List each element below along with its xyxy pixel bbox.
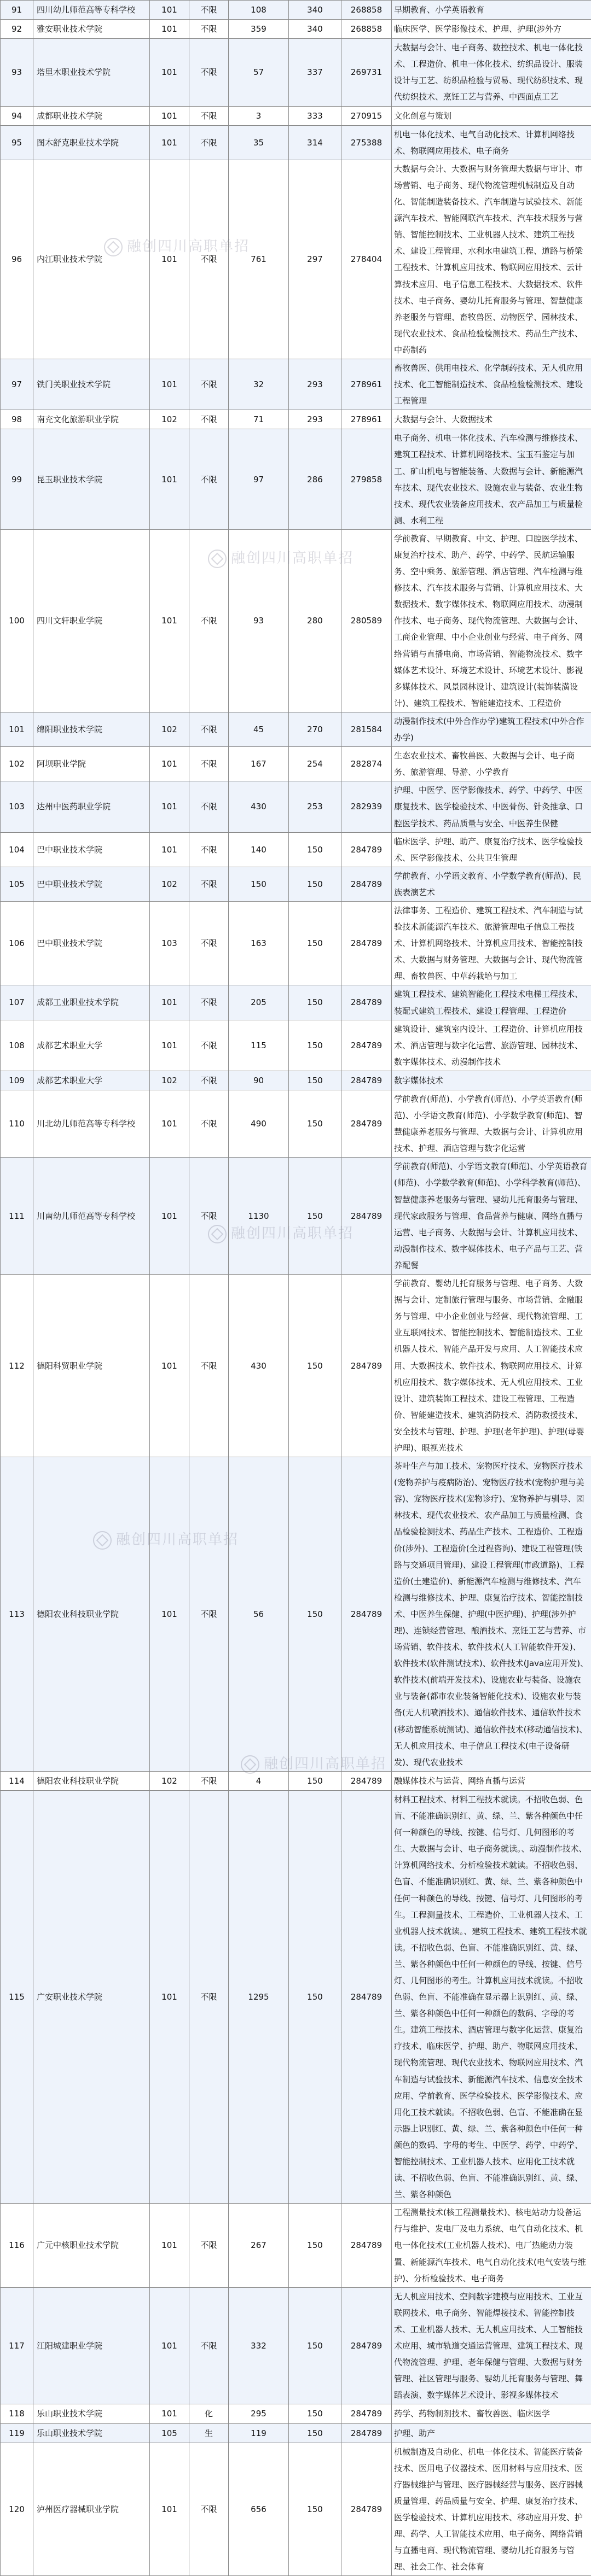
major-list: 畜牧兽医、供用电技术、化学制药技术、无人机应用技术、化工智能制造技术、食品检验检测技术、建设工程管理 — [392, 359, 591, 410]
major-group-code: 101 — [150, 160, 189, 359]
min-rank: 268858 — [341, 1, 392, 20]
plan-count: 295 — [229, 2404, 289, 2423]
plan-count: 71 — [229, 410, 289, 429]
table-row — [1, 2204, 591, 2287]
major-list: 大数据与会计、大数据与财务管理大数据与审计、市场营销、电子商务、现代物流管理机械制造及自动化、智能制造装备技术、汽车制造与试验技术、新能源汽车技术、智能网联汽车技术、汽车技术服务与营销、智能控制技术、工业机器人技术、建筑工程技术、建设工程管理、水利水电建筑工程、道路与桥梁工程技术、计算机应用技术、物联网应用技术、云计算技术应用、电子信息工程技术、大数据技术、软件技术、电子商务、婴幼儿托育服务与管理、智慧健康养老服务与管理、畜牧兽医、动物医学、园林技术、现代农业技术、食品检验检测技术、药品生产技术、中药制药 — [392, 160, 591, 359]
watermark: 融创四川高职单招 — [208, 1222, 354, 1243]
min-rank: 275388 — [341, 125, 392, 160]
min-rank: 284789 — [341, 2404, 392, 2423]
plan-count: 359 — [229, 20, 289, 39]
row-number: 105 — [1, 867, 33, 901]
major-list: 数字媒体技术 — [392, 1071, 591, 1090]
table-row — [1, 160, 591, 359]
school-name: 铁门关职业技术学院 — [33, 359, 150, 410]
school-name: 川南幼儿师范高等专科学校 — [33, 1158, 150, 1275]
row-number: 109 — [1, 1071, 33, 1090]
school-name: 塔里木职业技术学院 — [33, 39, 150, 106]
min-rank: 284789 — [341, 1457, 392, 1772]
table-row — [1, 1158, 591, 1275]
subject-requirement: 不限 — [189, 832, 229, 867]
major-group-code: 101 — [150, 747, 189, 781]
major-group-code: 101 — [150, 1090, 189, 1158]
min-score: 280 — [289, 529, 341, 712]
min-score: 150 — [289, 832, 341, 867]
major-group-code: 101 — [150, 106, 189, 125]
major-list: 融媒体技术与运营、网络直播与运营 — [392, 1771, 591, 1790]
watermark: 融创四川高职单招 — [241, 1753, 386, 1774]
min-score: 314 — [289, 125, 341, 160]
school-name: 成都职业技术学院 — [33, 106, 150, 125]
plan-count: 430 — [229, 781, 289, 832]
min-rank: 279858 — [341, 429, 392, 530]
school-name: 乐山职业技术学院 — [33, 2423, 150, 2443]
plan-count: 45 — [229, 712, 289, 746]
row-number: 94 — [1, 106, 33, 125]
school-name: 广安职业技术学院 — [33, 1790, 150, 2203]
min-score: 333 — [289, 106, 341, 125]
row-number: 106 — [1, 901, 33, 985]
table-row — [1, 125, 591, 160]
min-score: 150 — [289, 2443, 341, 2576]
min-rank: 284789 — [341, 2443, 392, 2576]
plan-count: 108 — [229, 1, 289, 20]
plan-count: 1130 — [229, 1158, 289, 1275]
plan-count: 3 — [229, 106, 289, 125]
subject-requirement: 生 — [189, 2423, 229, 2443]
school-name: 四川文轩职业学院 — [33, 529, 150, 712]
plan-count: 57 — [229, 39, 289, 106]
plan-count: 35 — [229, 125, 289, 160]
min-score: 254 — [289, 747, 341, 781]
min-rank: 284789 — [341, 2423, 392, 2443]
major-list: 材料工程技术、材料工程技术就读。不招收色弱、色盲、不能准确识别红、黄、绿、兰、紫各种颜色中任何一种颜色的导线、按键、信号灯、几何图形的考生、大数据与会计、电子商务就读。、动漫制作技术、计算机网络技术、分析检验技术就读。不招收色弱、色盲、不能准确识别红、黄、绿、兰、紫各种颜色中任何一种颜色的导线、按键、信号灯、几何图形的考生。工程测量技术、工程造价、工业机器人技术、工业机器人技术就读。、建筑工程技术、建筑工程技术就读。不招收色弱、色盲、不能准确识别红、黄、绿、兰、紫各种颜色中任何一种颜色的导线、按键、信号灯、几何图形的考生。计算机应用技术就读。不招收色弱、色盲、不能准确在显示器上识别红、黄、绿、兰、紫各种颜色中任何一种颜色的数码、字母的考生。建筑工程技术、酒店管理与数字化运营、康复治疗技术、临床医学、护理、助产、物联网应用技术、现代物流管理、现代农业技术、物联网应用技术、汽车制造与试验技术、新能源汽车技术、信息安全技术应用、学前教育、医学检验技术、医学影像技术、应用化工技术就读。不招收色弱、色盲、不能准确在显示器上识别红、黄、绿、兰、紫各种颜色中任何一种颜色的数码、字母的考生、中医学、药学、中药学、智能控制技术、工业机器人技术、应用化工技术就读、不招收色弱、色盲、不能准确识别红、黄、绿、兰、紫各种颜色 — [392, 1790, 591, 2203]
major-list: 护理、助产 — [392, 2423, 591, 2443]
school-name: 巴中职业技术学院 — [33, 867, 150, 901]
plan-count: 119 — [229, 2423, 289, 2443]
plan-count: 163 — [229, 901, 289, 985]
subject-requirement: 化 — [189, 2404, 229, 2423]
plan-count: 490 — [229, 1090, 289, 1158]
major-group-code: 101 — [150, 2287, 189, 2404]
major-group-code: 102 — [150, 410, 189, 429]
major-list: 早期教育、小学英语教育 — [392, 1, 591, 20]
row-number: 111 — [1, 1158, 33, 1275]
row-number: 93 — [1, 39, 33, 106]
table-row — [1, 1, 591, 20]
table-row — [1, 359, 591, 410]
major-list: 学前教育、小学语文教育、小学数学教育(师范)、民族表演艺术 — [392, 867, 591, 901]
table-row — [1, 712, 591, 746]
school-name: 乐山职业技术学院 — [33, 2404, 150, 2423]
plan-count: 332 — [229, 2287, 289, 2404]
school-name: 达州中医药职业学院 — [33, 781, 150, 832]
major-group-code: 105 — [150, 2423, 189, 2443]
subject-requirement: 不限 — [189, 1020, 229, 1071]
subject-requirement: 不限 — [189, 781, 229, 832]
row-number: 120 — [1, 2443, 33, 2576]
watermark: 融创四川高职单招 — [208, 547, 354, 568]
plan-count: 761 — [229, 160, 289, 359]
major-group-code: 101 — [150, 2204, 189, 2287]
table-row — [1, 1020, 591, 1071]
plan-count: 205 — [229, 985, 289, 1020]
plan-count: 56 — [229, 1457, 289, 1772]
min-score: 150 — [289, 2287, 341, 2404]
row-number: 99 — [1, 429, 33, 530]
major-group-code: 102 — [150, 1771, 189, 1790]
subject-requirement: 不限 — [189, 1275, 229, 1457]
school-name: 成都艺术职业大学 — [33, 1020, 150, 1071]
table-row — [1, 2287, 591, 2404]
min-rank: 282939 — [341, 781, 392, 832]
school-name: 德阳农业科技职业学院 — [33, 1457, 150, 1772]
plan-count: 140 — [229, 832, 289, 867]
subject-requirement: 不限 — [189, 2204, 229, 2287]
min-rank: 284789 — [341, 1275, 392, 1457]
table-row — [1, 1090, 591, 1158]
subject-requirement: 不限 — [189, 529, 229, 712]
min-rank: 284789 — [341, 832, 392, 867]
subject-requirement: 不限 — [189, 1771, 229, 1790]
row-number: 103 — [1, 781, 33, 832]
major-group-code: 101 — [150, 781, 189, 832]
major-list: 大数据与会计、电子商务、数控技术、机电一体化技术、工程造价、机电一体化技术、纺织品设计、服装设计与工艺、纺织品检验与贸易、现代纺织技术、现代纺织技术、烹饪工艺与营养、中西面点工艺 — [392, 39, 591, 106]
plan-count: 430 — [229, 1275, 289, 1457]
subject-requirement: 不限 — [189, 747, 229, 781]
major-group-code: 101 — [150, 1457, 189, 1772]
school-name: 昆玉职业技术学院 — [33, 429, 150, 530]
min-rank: 268858 — [341, 20, 392, 39]
table-row — [1, 1457, 591, 1772]
min-rank: 284789 — [341, 1158, 392, 1275]
row-number: 107 — [1, 985, 33, 1020]
major-group-code: 101 — [150, 1, 189, 20]
min-score: 150 — [289, 1790, 341, 2203]
row-number: 115 — [1, 1790, 33, 2203]
major-group-code: 101 — [150, 832, 189, 867]
min-rank: 284789 — [341, 2204, 392, 2287]
min-rank: 282874 — [341, 747, 392, 781]
table-row — [1, 410, 591, 429]
subject-requirement: 不限 — [189, 39, 229, 106]
subject-requirement: 不限 — [189, 985, 229, 1020]
min-rank: 284789 — [341, 985, 392, 1020]
major-list: 文化创意与策划 — [392, 106, 591, 125]
subject-requirement: 不限 — [189, 160, 229, 359]
school-name: 南充文化旅游职业学院 — [33, 410, 150, 429]
school-name: 江阳城建职业学院 — [33, 2287, 150, 2404]
subject-requirement: 不限 — [189, 410, 229, 429]
major-list: 无人机应用技术、空间数字建模与应用技术、工业互联网技术、电子商务、智能焊接技术、智能控制技术、工业机器人技术、无人机应用技术、人工智能技术应用、城市轨道交通运营管理、建筑工程技术、现代物流管理、护理、老年保健与管理、大数据与财务管理、社区管理与服务、婴幼儿托育服务与管理、舞蹈表演、数字媒体艺术设计、影视多媒体技术 — [392, 2287, 591, 2404]
major-list: 学前教育(师范)、小学教育(师范)、小学英语教育(师范)、小学语文教育(师范)、小学数学教育(师范)、智慧健康养老服务与管理、大数据与会计、计算机应用技术、护理、酒店管理与数字化运营 — [392, 1090, 591, 1158]
watermark: 融创四川高职单招 — [93, 1528, 239, 1550]
school-name: 四川幼儿师范高等专科学校 — [33, 1, 150, 20]
subject-requirement: 不限 — [189, 125, 229, 160]
row-number: 118 — [1, 2404, 33, 2423]
min-score: 340 — [289, 1, 341, 20]
major-list: 生态农业技术、畜牧兽医、大数据与会计、电子商务、旅游管理、导游、小学教育 — [392, 747, 591, 781]
min-rank: 284789 — [341, 1071, 392, 1090]
major-list: 建筑工程技术、建筑智能化工程技术电梯工程技术、装配式建筑工程技术、建设工程管理、工程造价 — [392, 985, 591, 1020]
school-name: 绵阳职业技术学院 — [33, 712, 150, 746]
school-name: 德阳科贸职业学院 — [33, 1275, 150, 1457]
school-name: 泸州医疗器械职业学院 — [33, 2443, 150, 2576]
major-group-code: 102 — [150, 712, 189, 746]
min-score: 150 — [289, 1457, 341, 1772]
plan-count: 115 — [229, 1020, 289, 1071]
table-row — [1, 529, 591, 712]
subject-requirement: 不限 — [189, 429, 229, 530]
major-list: 学前教育(师范)、小学语文教育(师范)、小学英语教育(师范)、小学数学教育(师范)、小学科学教育(师范)、智慧健康养老服务与管理、婴幼儿托育服务与管理、现代家政服务与管理、食品营养与健康、网络直播与运营、电子商务、大数据与会计、计算机应用技术、动漫制作技术、数字媒体技术、电子产品与工艺、营养配餐 — [392, 1158, 591, 1275]
table-row — [1, 832, 591, 867]
min-rank: 284789 — [341, 901, 392, 985]
major-group-code: 101 — [150, 529, 189, 712]
major-group-code: 102 — [150, 1071, 189, 1090]
row-number: 113 — [1, 1457, 33, 1772]
plan-count: 4 — [229, 1771, 289, 1790]
plan-count: 97 — [229, 429, 289, 530]
major-list: 大数据与会计、大数据技术 — [392, 410, 591, 429]
major-list: 机电一体化技术、电气自动化技术、计算机网络技术、物联网应用技术、电子商务 — [392, 125, 591, 160]
major-list: 临床医学、护理、助产、康复治疗技术、医学检验技术、医学影像技术、公共卫生管理 — [392, 832, 591, 867]
subject-requirement: 不限 — [189, 359, 229, 410]
table-row — [1, 867, 591, 901]
min-score: 297 — [289, 160, 341, 359]
table-row — [1, 901, 591, 985]
table-row — [1, 2404, 591, 2423]
major-group-code: 101 — [150, 1790, 189, 2203]
plan-count: 1295 — [229, 1790, 289, 2203]
major-list: 护理、中医学、医学影像技术、药学、中药学、中医康复技术、医学检验技术、中医骨伤、针灸推拿、口腔医学技术、药品质量与安全、中医养生保健 — [392, 781, 591, 832]
major-group-code: 101 — [150, 20, 189, 39]
min-score: 150 — [289, 1771, 341, 1790]
row-number: 110 — [1, 1090, 33, 1158]
min-score: 337 — [289, 39, 341, 106]
major-group-code: 101 — [150, 1020, 189, 1071]
min-score: 253 — [289, 781, 341, 832]
row-number: 95 — [1, 125, 33, 160]
min-rank: 278404 — [341, 160, 392, 359]
major-list: 药学、药物制剂技术、畜牧兽医、临床医学 — [392, 2404, 591, 2423]
plan-count: 656 — [229, 2443, 289, 2576]
min-rank: 284789 — [341, 1790, 392, 2203]
min-rank: 284789 — [341, 867, 392, 901]
row-number: 117 — [1, 2287, 33, 2404]
min-rank: 280589 — [341, 529, 392, 712]
major-group-code: 101 — [150, 985, 189, 1020]
major-list: 工程测量技术(核工程测量技术)、核电站动力设备运行与维护、发电厂及电力系统、电气自动化技术、机电一体化技术(工业机器人技术)、电厂热能动力装置、新能源汽车技术、电气自动化技术(电气安装与维护)、分析检验技术、电子商务 — [392, 2204, 591, 2287]
major-list: 动漫制作技术(中外合作办学)建筑工程技术(中外合作办学) — [392, 712, 591, 746]
major-group-code: 101 — [150, 1158, 189, 1275]
school-name: 川北幼儿师范高等专科学校 — [33, 1090, 150, 1158]
min-score: 150 — [289, 2423, 341, 2443]
table-row — [1, 1071, 591, 1090]
min-score: 150 — [289, 985, 341, 1020]
subject-requirement: 不限 — [189, 1090, 229, 1158]
subject-requirement: 不限 — [189, 1158, 229, 1275]
major-group-code: 103 — [150, 901, 189, 985]
row-number: 98 — [1, 410, 33, 429]
subject-requirement: 不限 — [189, 1790, 229, 2203]
major-group-code: 101 — [150, 359, 189, 410]
major-group-code: 101 — [150, 429, 189, 530]
major-list: 机械制造及自动化、机电一体化技术、智能医疗装备技术、医用电子仪器技术、医用材料与应用技术、医疗器械维护与管理、医疗器械经营与服务、医疗器械质量管理、药品质量与安全、护理、康复治疗技术、医学检验技术、计算机应用技术、移动应用开发、护理、药学、人工智能技术应用、电子商务、网络营销与直播电商、现代物流管理、婴幼儿托育服务与管理、社会工作、社会体育 — [392, 2443, 591, 2576]
table-row — [1, 429, 591, 530]
subject-requirement: 不限 — [189, 1071, 229, 1090]
min-score: 286 — [289, 429, 341, 530]
plan-count: 167 — [229, 747, 289, 781]
table-row — [1, 2423, 591, 2443]
watermark: 融创四川高职单招 — [104, 235, 250, 256]
subject-requirement: 不限 — [189, 106, 229, 125]
min-rank: 284789 — [341, 1020, 392, 1071]
school-name: 内江职业技术学院 — [33, 160, 150, 359]
school-name: 阿坝职业学院 — [33, 747, 150, 781]
table-row — [1, 106, 591, 125]
major-list: 电子商务、机电一体化技术、汽车检测与维修技术、建筑工程技术、计算机网络技术、宝玉石鉴定与加工、矿山机电与智能装备、大数据与会计、新能源汽车技术、现代农业技术、设施农业与装备、农业生物技术、现代农业装备应用技术、农产品加工与质量检测、水利工程 — [392, 429, 591, 530]
table-row — [1, 1790, 591, 2203]
row-number: 96 — [1, 160, 33, 359]
min-rank: 278961 — [341, 410, 392, 429]
major-list: 临床医学、医学影像技术、护理、护理(涉外方 — [392, 20, 591, 39]
table-row — [1, 20, 591, 39]
min-score: 340 — [289, 20, 341, 39]
major-group-code: 101 — [150, 2404, 189, 2423]
table-row — [1, 781, 591, 832]
school-name: 巴中职业技术学院 — [33, 901, 150, 985]
min-rank: 269731 — [341, 39, 392, 106]
row-number: 108 — [1, 1020, 33, 1071]
plan-count: 32 — [229, 359, 289, 410]
row-number: 91 — [1, 1, 33, 20]
min-score: 150 — [289, 1158, 341, 1275]
subject-requirement: 不限 — [189, 2287, 229, 2404]
subject-requirement: 不限 — [189, 2443, 229, 2576]
row-number: 114 — [1, 1771, 33, 1790]
table-row — [1, 39, 591, 106]
major-list: 学前教育、早期教育、中文、护理、口腔医学技术、康复治疗技术、助产、药学、中药学、民航运输服务、空中乘务、旅游管理、酒店管理、汽车检测与维修技术、汽车技术服务与营销、计算机应用技术、大数据技术、数字媒体技术、物联网应用技术、动漫制作技术、电子商务、现代物流管理、大数据与会计、工商企业管理、中小企业创业与经营、电子商务、网络营销与直播电商、市场营销、智能物流技术、数字媒体艺术设计、环境艺术设计、环境艺术设计、影视多媒体技术、风景园林设计、建筑设计(装饰装潢设计)、建筑工程技术、智能建造技术、工程造价 — [392, 529, 591, 712]
min-score: 150 — [289, 1071, 341, 1090]
school-name: 广元中核职业技术学院 — [33, 2204, 150, 2287]
plan-count: 90 — [229, 1071, 289, 1090]
row-number: 116 — [1, 2204, 33, 2287]
major-group-code: 101 — [150, 39, 189, 106]
major-list: 茶叶生产与加工技术、宠物医疗技术、宠物医疗技术(宠物养护与疫病防治)、宠物医疗技术(宠物护理与美容)、宠物医疗技术(宠物诊疗)、宠物养护与驯导、园林技术、现代农业技术、农产品加工与质量检测、食品检验检测技术、药品生产技术、工程造价、工程造价(涉外)、工程造价(全过程咨询)、建设工程管理(铁路与交通项目管理)、建设工程管理(市政道路)、工程造价(土建造价)、新能源汽车检测与维修技术、汽车检测与维修技术、护理、康复治疗技术、智能控制技术、中医养生保健、护理(中医护理)、护理(涉外护理)、连锁经营管理、酿酒技术、烹饪工艺与营养、市场营销、软件技术、软件技术(人工智能软件开发)、软件技术(软件测试技术)、软件技术(Java应用开发)、软件技术(前端开发技术)、设施农业与装备、设施农业与装备(都市农业装备智能化技术)、设施农业与装备(无人机喷洒技术)、通信软件技术、通信软件技术(移动智能系统测试)、通信软件技术(移动通信技术)、无人机应用技术、电子信息工程技术(电子设备研发)、现代农业技术 — [392, 1457, 591, 1772]
school-name: 成都艺术职业大学 — [33, 1071, 150, 1090]
plan-count: 267 — [229, 2204, 289, 2287]
subject-requirement: 不限 — [189, 867, 229, 901]
min-score: 150 — [289, 2204, 341, 2287]
table-body — [1, 1, 591, 2576]
min-score: 150 — [289, 1090, 341, 1158]
min-rank: 284789 — [341, 1771, 392, 1790]
min-rank: 284789 — [341, 2287, 392, 2404]
school-name: 图木舒克职业技术学院 — [33, 125, 150, 160]
school-name: 德阳农业科技职业学院 — [33, 1771, 150, 1790]
table-row — [1, 1771, 591, 1790]
table-row — [1, 985, 591, 1020]
subject-requirement: 不限 — [189, 901, 229, 985]
major-list: 学前教育、婴幼儿托育服务与管理、电子商务、大数据与会计、定制旅行管理与服务、市场营销、金融服务与管理、中小企业创业与经营、现代物流管理、工业互联网技术、智能控制技术、智能制造技术、工业机器人技术、智能产品开发与应用、人工智能技术应用、大数据技术、软件技术、物联网应用技术、计算机应用技术、数字媒体技术、无人机应用技术、工业设计、建筑装饰工程技术、建设工程管理、工程造价、智能建造技术、建筑消防技术、消防救援技术、安全技术与管理、护理、护理(老年护理)、护理(母婴护理)、眼视光技术 — [392, 1275, 591, 1457]
min-score: 293 — [289, 410, 341, 429]
min-score: 150 — [289, 1020, 341, 1071]
table-row — [1, 2443, 591, 2576]
min-score: 270 — [289, 712, 341, 746]
min-rank: 281584 — [341, 712, 392, 746]
row-number: 97 — [1, 359, 33, 410]
min-rank: 270915 — [341, 106, 392, 125]
major-group-code: 102 — [150, 867, 189, 901]
min-score: 150 — [289, 1275, 341, 1457]
row-number: 104 — [1, 832, 33, 867]
min-score: 150 — [289, 2404, 341, 2423]
row-number: 102 — [1, 747, 33, 781]
subject-requirement: 不限 — [189, 1457, 229, 1772]
plan-count: 150 — [229, 867, 289, 901]
table-row — [1, 747, 591, 781]
school-name: 成都工业职业技术学院 — [33, 985, 150, 1020]
major-group-code: 101 — [150, 125, 189, 160]
major-list: 法律事务、工程造价、建筑工程技术、汽车制造与试验技术新能源汽车技术、旅游管理电子信息工程技术、计算机网络技术、计算机应用技术、智能控制技术、大数据与财务管理、大数据与会计、现代物流管理、畜牧兽医、中草药栽培与加工 — [392, 901, 591, 985]
subject-requirement: 不限 — [189, 20, 229, 39]
min-score: 150 — [289, 901, 341, 985]
row-number: 112 — [1, 1275, 33, 1457]
plan-count: 93 — [229, 529, 289, 712]
school-name: 雅安职业技术学院 — [33, 20, 150, 39]
min-rank: 284789 — [341, 1090, 392, 1158]
major-group-code: 101 — [150, 2443, 189, 2576]
table-row — [1, 1275, 591, 1457]
row-number: 100 — [1, 529, 33, 712]
min-score: 293 — [289, 359, 341, 410]
subject-requirement: 不限 — [189, 1, 229, 20]
min-score: 150 — [289, 867, 341, 901]
school-name: 巴中职业技术学院 — [33, 832, 150, 867]
row-number: 92 — [1, 20, 33, 39]
major-list: 建筑设计、建筑室内设计、工程造价、计算机应用技术、酒店管理与数字化运营、旅游管理、园林技术、数字媒体技术、动漫制作技术 — [392, 1020, 591, 1071]
min-rank: 278961 — [341, 359, 392, 410]
subject-requirement: 不限 — [189, 712, 229, 746]
major-group-code: 101 — [150, 1275, 189, 1457]
row-number: 119 — [1, 2423, 33, 2443]
row-number: 101 — [1, 712, 33, 746]
